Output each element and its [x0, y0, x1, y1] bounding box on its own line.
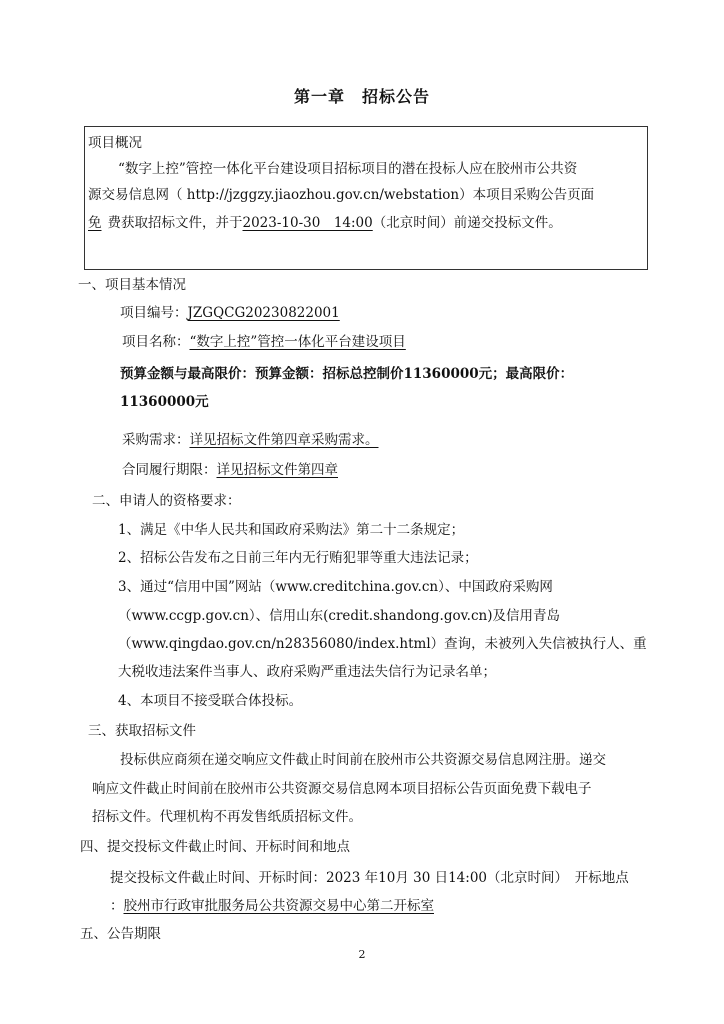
section-2-heading: 二、申请人的资格要求：: [92, 493, 241, 509]
section-3-line-2: 响应文件截止时间前在胶州市公共资源交易信息网本项目招标公告页面免费下载电子: [92, 781, 592, 797]
page-number: 2: [358, 948, 366, 961]
budget-line-2: 11360000元: [120, 394, 209, 410]
project-number-label: 项目编号：: [120, 305, 188, 321]
section-4-line-2-prefix: ：: [110, 898, 124, 914]
overview-free-text: 费获取招标文件，并于: [107, 215, 243, 231]
contract-period-label: 合同履行期限：: [122, 462, 217, 478]
procurement-demand-value: 详见招标文件第四章采购需求。: [189, 432, 379, 448]
qualification-item-3-line-3: （www.qingdao.gov.cn/n28356080/index.html）查询，未被列入失信被执行人、重: [118, 636, 647, 652]
qualification-item-1: 1、满足《中华人民共和国政府采购法》第二十二条规定；: [118, 522, 465, 538]
overview-line-3: [88, 211, 562, 231]
section-4-heading: 四、提交投标文件截止时间、开标时间和地点: [80, 839, 350, 855]
bid-opening-location: 胶州市行政审批服务局公共资源交易中心第二开标室: [123, 898, 434, 914]
section-3-heading: 三、获取招标文件: [88, 723, 196, 739]
qualification-item-4: 4、本项目不接受联合体投标。: [118, 693, 303, 709]
qualification-item-3-line-4: 大税收违法案件当事人、政府采购严重违法失信行为记录名单；: [118, 664, 496, 680]
section-3-line-1: 投标供应商须在递交响应文件截止时间前在胶州市公共资源交易信息网注册。递交: [120, 752, 606, 768]
section-3-line-3: 招标文件。代理机构不再发售纸质招标文件。: [92, 809, 362, 825]
section-5-heading: 五、公告期限: [80, 926, 161, 942]
contract-period-value: 详见招标文件第四章: [216, 462, 338, 478]
project-name: [122, 330, 406, 350]
procurement-demand-label: 采购需求：: [122, 432, 190, 448]
contract-period: [122, 458, 338, 478]
procurement-demand: [122, 428, 379, 448]
overview-heading: 项目概况: [88, 135, 142, 151]
section-4-line-1: 提交投标文件截止时间、开标时间：2023 年10月 30 日14:00（北京时间） 开标地点: [110, 870, 629, 886]
qualification-item-3-line-1: 3、通过“信用中国”网站（www.creditchina.gov.cn）、中国政府采购网: [118, 579, 553, 595]
overview-deadline-note: （北京时间）前递交投标文件。: [372, 215, 562, 231]
section-4-line-2: [110, 894, 434, 914]
budget-line-1: 预算金额与最高限价：预算金额：招标总控制价11360000元；最高限价：: [120, 366, 574, 382]
overview-deadline: 2023-10-30 14:00: [242, 215, 373, 231]
project-number-value: JZGQCG20230822001: [187, 305, 340, 321]
overview-line-1: “数字上控”管控一体化平台建设项目招标项目的潜在投标人应在胶州市公共资: [118, 161, 578, 177]
project-name-label: 项目名称：: [122, 334, 190, 350]
qualification-item-3-line-2: （www.ccgp.gov.cn）、信用山东(credit.shandong.gov.cn)及信用青岛: [118, 608, 560, 624]
chapter-title: 第一章 招标公告: [293, 87, 430, 106]
overview-free-char: 免: [88, 215, 102, 231]
project-number: [120, 301, 340, 321]
section-1-heading: 一、项目基本情况: [78, 277, 186, 293]
overview-line-2: 源交易信息网（ http://jzggzy.jiaozhou.gov.cn/webstation）本项目采购公告页面: [88, 187, 595, 203]
qualification-item-2: 2、招标公告发布之日前三年内无行贿犯罪等重大违法记录；: [118, 550, 478, 566]
project-name-value: “数字上控”管控一体化平台建设项目: [189, 334, 406, 350]
